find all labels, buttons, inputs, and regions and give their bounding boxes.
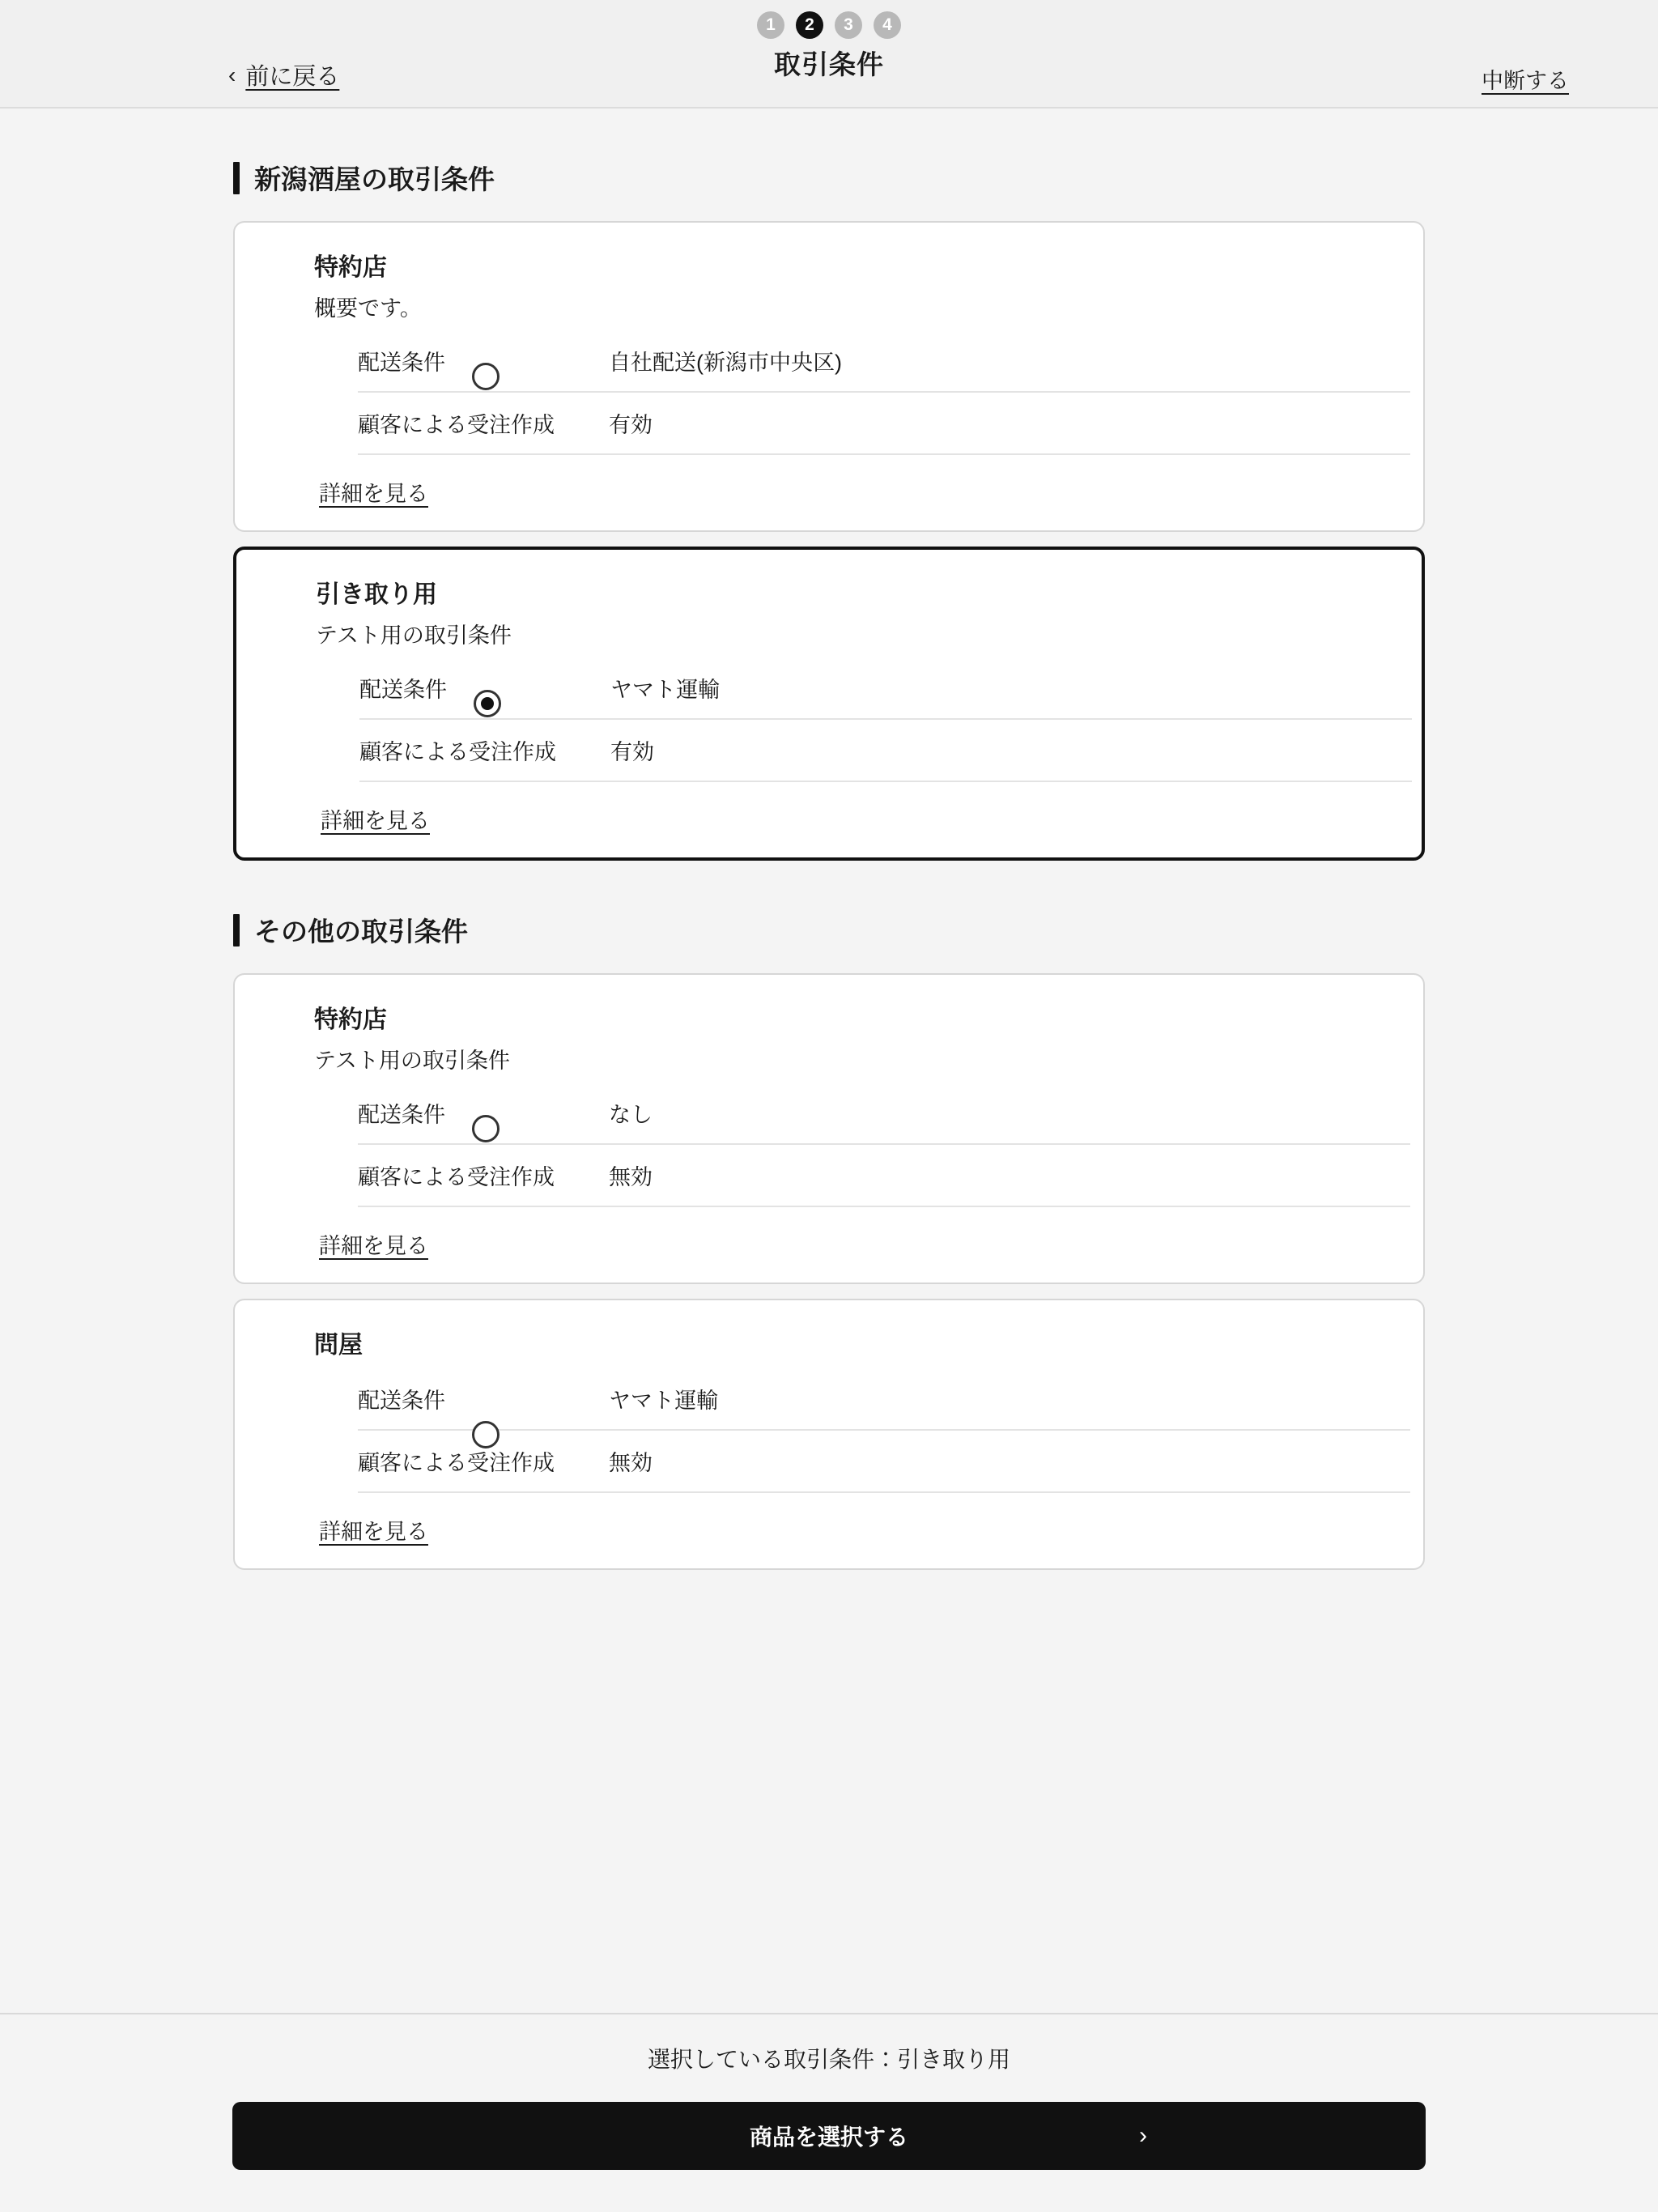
spec-value: 有効 bbox=[609, 413, 653, 437]
detail-link[interactable]: 詳細を見る bbox=[321, 809, 430, 833]
step-1: 1 bbox=[757, 11, 784, 39]
table-row bbox=[358, 1368, 1410, 1430]
section-heading-own bbox=[233, 159, 1425, 197]
terms-card-description: テスト用の取引条件 bbox=[314, 1049, 510, 1073]
terms-card[interactable] bbox=[233, 973, 1425, 1284]
select-products-button-label: 商品を選択する bbox=[749, 2125, 908, 2150]
detail-link[interactable]: 詳細を見る bbox=[319, 482, 428, 506]
terms-card-title: 特約店 bbox=[314, 254, 387, 281]
table-row bbox=[358, 1083, 1410, 1144]
table-row bbox=[359, 657, 1412, 719]
terms-radio[interactable] bbox=[472, 1115, 500, 1142]
spec-key: 配送条件 bbox=[358, 351, 445, 375]
section-title: その他の取引条件 bbox=[254, 917, 468, 946]
spec-value: 無効 bbox=[609, 1451, 653, 1475]
select-products-button[interactable] bbox=[232, 2102, 1426, 2170]
spec-value: 自社配送(新潟市中央区) bbox=[609, 351, 842, 375]
section-accent-bar bbox=[233, 914, 240, 946]
terms-card-title: 特約店 bbox=[314, 1006, 387, 1033]
spec-key: 配送条件 bbox=[358, 1389, 445, 1413]
terms-radio[interactable] bbox=[474, 690, 501, 717]
step-4: 4 bbox=[874, 11, 901, 39]
table-row bbox=[358, 1144, 1410, 1206]
terms-spec-table bbox=[359, 657, 1412, 782]
spec-key: 配送条件 bbox=[358, 1103, 445, 1127]
chevron-right-icon: › bbox=[1139, 2122, 1147, 2149]
section-title: 新潟酒屋の取引条件 bbox=[254, 164, 495, 194]
spec-value: ヤマト運輸 bbox=[610, 678, 720, 702]
abort-button[interactable]: 中断する bbox=[1482, 69, 1569, 93]
spec-value: 無効 bbox=[609, 1165, 653, 1189]
spec-key: 配送条件 bbox=[359, 678, 447, 702]
main-content bbox=[0, 159, 1658, 1570]
back-button-label: 前に戻る bbox=[245, 64, 340, 90]
terms-card-description: テスト用の取引条件 bbox=[316, 623, 512, 648]
selected-terms-status: 選択している取引条件：引き取り用 bbox=[647, 2047, 1010, 2072]
terms-card-title: 引き取り用 bbox=[316, 581, 437, 608]
spec-key: 顧客による受注作成 bbox=[358, 1451, 555, 1475]
terms-spec-table bbox=[358, 1083, 1410, 1207]
step-3: 3 bbox=[835, 11, 862, 39]
table-row bbox=[358, 1430, 1410, 1492]
spec-value: なし bbox=[609, 1103, 653, 1127]
step-2: 2 bbox=[796, 11, 823, 39]
table-row bbox=[358, 330, 1410, 392]
table-row bbox=[358, 392, 1410, 454]
terms-radio[interactable] bbox=[472, 1421, 500, 1448]
terms-card-description: 概要です。 bbox=[314, 296, 422, 321]
page-header bbox=[0, 0, 1658, 108]
section-heading-other bbox=[233, 911, 1425, 949]
chevron-left-icon: ‹ bbox=[228, 62, 236, 87]
table-row bbox=[359, 719, 1412, 781]
terms-card[interactable] bbox=[233, 221, 1425, 532]
detail-link[interactable]: 詳細を見る bbox=[319, 1520, 428, 1544]
step-indicator bbox=[757, 11, 901, 39]
terms-spec-table bbox=[358, 1368, 1410, 1493]
terms-card[interactable] bbox=[233, 547, 1425, 861]
header-center bbox=[0, 11, 1658, 82]
terms-spec-table bbox=[358, 330, 1410, 455]
terms-card[interactable] bbox=[233, 1299, 1425, 1570]
spec-key: 顧客による受注作成 bbox=[359, 740, 556, 764]
detail-link[interactable]: 詳細を見る bbox=[319, 1234, 428, 1258]
page-title: 取引条件 bbox=[774, 49, 884, 79]
spec-key: 顧客による受注作成 bbox=[358, 413, 555, 437]
spec-key: 顧客による受注作成 bbox=[358, 1165, 555, 1189]
spec-value: ヤマト運輸 bbox=[609, 1389, 718, 1413]
spec-value: 有効 bbox=[610, 740, 654, 764]
section-accent-bar bbox=[233, 162, 240, 194]
page-footer bbox=[0, 2013, 1658, 2212]
terms-radio[interactable] bbox=[472, 363, 500, 390]
terms-card-title: 問屋 bbox=[314, 1332, 363, 1359]
